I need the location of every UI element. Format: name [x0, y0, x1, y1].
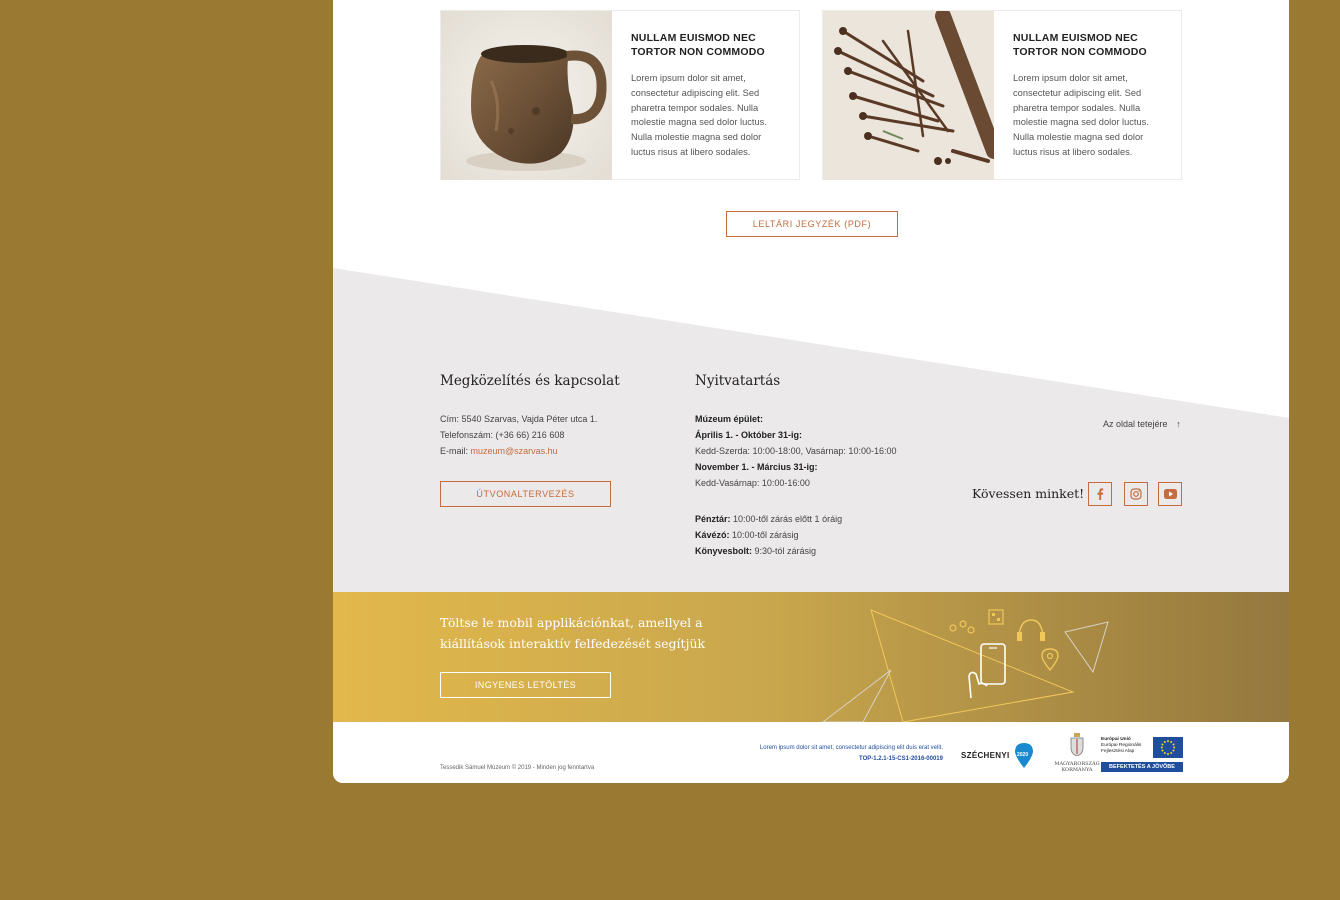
contact-info: [440, 411, 680, 459]
back-to-top-link[interactable]: [1103, 419, 1181, 429]
email-label: E-mail:: [440, 446, 471, 456]
arrow-up-icon: ↑: [1176, 419, 1181, 429]
youtube-button[interactable]: [1158, 482, 1182, 506]
szechenyi-year: 2020: [1017, 752, 1029, 758]
eu-slogan: BEFEKTETÉS A JÖVŐBE: [1101, 762, 1183, 772]
youtube-icon: [1164, 489, 1177, 499]
collection-card[interactable]: [822, 10, 1182, 180]
facebook-button[interactable]: [1088, 482, 1112, 506]
contact-heading: Megközelítés és kapcsolat: [440, 373, 620, 389]
eu-line-1: Európai Unió: [1101, 737, 1131, 742]
facebook-icon: [1095, 488, 1105, 500]
summer-hours: Kedd-Szerda: 10:00-18:00, Vasárnap: 10:00-16:00: [695, 446, 897, 456]
opening-hours: [695, 411, 915, 559]
szechenyi-label: SZÉCHENYI: [961, 751, 1010, 760]
eu-line-2: Európai Regionális: [1101, 743, 1142, 748]
winter-hours: Kedd-Vasárnap: 10:00-16:00: [695, 478, 810, 488]
bottom-footer: [333, 722, 1289, 783]
route-planning-button[interactable]: ÚTVONALTERVEZÉS: [440, 481, 611, 507]
instagram-icon: [1130, 488, 1142, 500]
szechenyi-2020-logo: [961, 742, 1036, 770]
bookshop-label: Könyvesbolt:: [695, 546, 753, 556]
bookshop-hours: 9:30-tól zárásig: [752, 546, 817, 556]
card-title: NULLAM EUISMOD NEC TORTOR NON COMMODO: [631, 32, 765, 58]
back-to-top-label: Az oldal tetejére: [1103, 419, 1168, 429]
card-title: NULLAM EUISMOD NEC TORTOR NON COMMODO: [1013, 32, 1147, 58]
follow-label: Kövessen minket!: [972, 486, 1085, 501]
building-label: Múzeum épület:: [695, 414, 764, 424]
contact-phone: Telefonszám: (+36 66) 216 608: [440, 430, 565, 440]
inventory-pdf-button[interactable]: LELTÁRI JEGYZÉK (PDF): [726, 211, 898, 237]
contact-email-row: [440, 443, 680, 459]
eu-fund-logo: [1101, 737, 1184, 773]
app-banner-text: Töltse le mobil applikációnkat, amellyel a kiállítások interaktív felfedezését segítjük: [440, 615, 706, 651]
eu-flag-icon: [1153, 737, 1183, 758]
eu-line-3: Fejlesztési Alap: [1101, 749, 1135, 754]
government-line-2: KORMÁNYA: [1061, 767, 1093, 773]
coat-of-arms-icon: [1070, 732, 1084, 756]
copyright-text: Tessedik Sámuel Múzeum © 2019 - Minden jog fenntartva: [440, 765, 595, 771]
clay-mug-image: [441, 11, 612, 180]
email-link[interactable]: muzeum@szarvas.hu: [470, 446, 558, 456]
app-download-banner: [333, 592, 1289, 722]
summer-period: Április 1. - Október 31-ig:: [695, 430, 803, 440]
hungarian-government-logo: [1053, 732, 1101, 776]
collection-card[interactable]: [440, 10, 800, 180]
grant-description: Lorem ipsum dolor sit amet, consectetur adipiscing elit duis erat velit.: [759, 745, 943, 751]
page-container: [333, 0, 1289, 783]
opening-hours-heading: Nyitvatartás: [695, 373, 781, 389]
instagram-button[interactable]: [1124, 482, 1148, 506]
card-description: Lorem ipsum dolor sit amet, consectetur adipiscing elit. Sed pharetra tempor sodales. Nulla molestie magna sed dolor luctus. Nulla molestie magna sed dolor luctus risus at libero sodales.: [631, 73, 767, 157]
cafe-hours: 10:00-től zárásig: [729, 530, 799, 540]
card-description: Lorem ipsum dolor sit amet, consectetur adipiscing elit. Sed pharetra tempor sodales. Nulla molestie magna sed dolor luctus. Nulla molestie magna sed dolor luctus risus at libero sodales.: [1013, 73, 1149, 157]
cashier-hours: 10:00-től zárás előtt 1 óráig: [730, 514, 843, 524]
government-line-1: MAGYARORSZÁG: [1054, 761, 1100, 767]
grant-code: TOP-1.2.1-15-CS1-2016-00019: [859, 756, 943, 762]
free-download-button[interactable]: INGYENES LETÖLTÉS: [440, 672, 611, 698]
cashier-label: Pénztár:: [695, 514, 731, 524]
winter-period: November 1. - Március 31-ig:: [695, 462, 818, 472]
iron-tools-image: [823, 11, 994, 180]
cafe-label: Kávézó:: [695, 530, 730, 540]
contact-address: Cím: 5540 Szarvas, Vajda Péter utca 1.: [440, 414, 598, 424]
banner-illustration: [813, 592, 1113, 722]
grant-info: [693, 743, 943, 765]
